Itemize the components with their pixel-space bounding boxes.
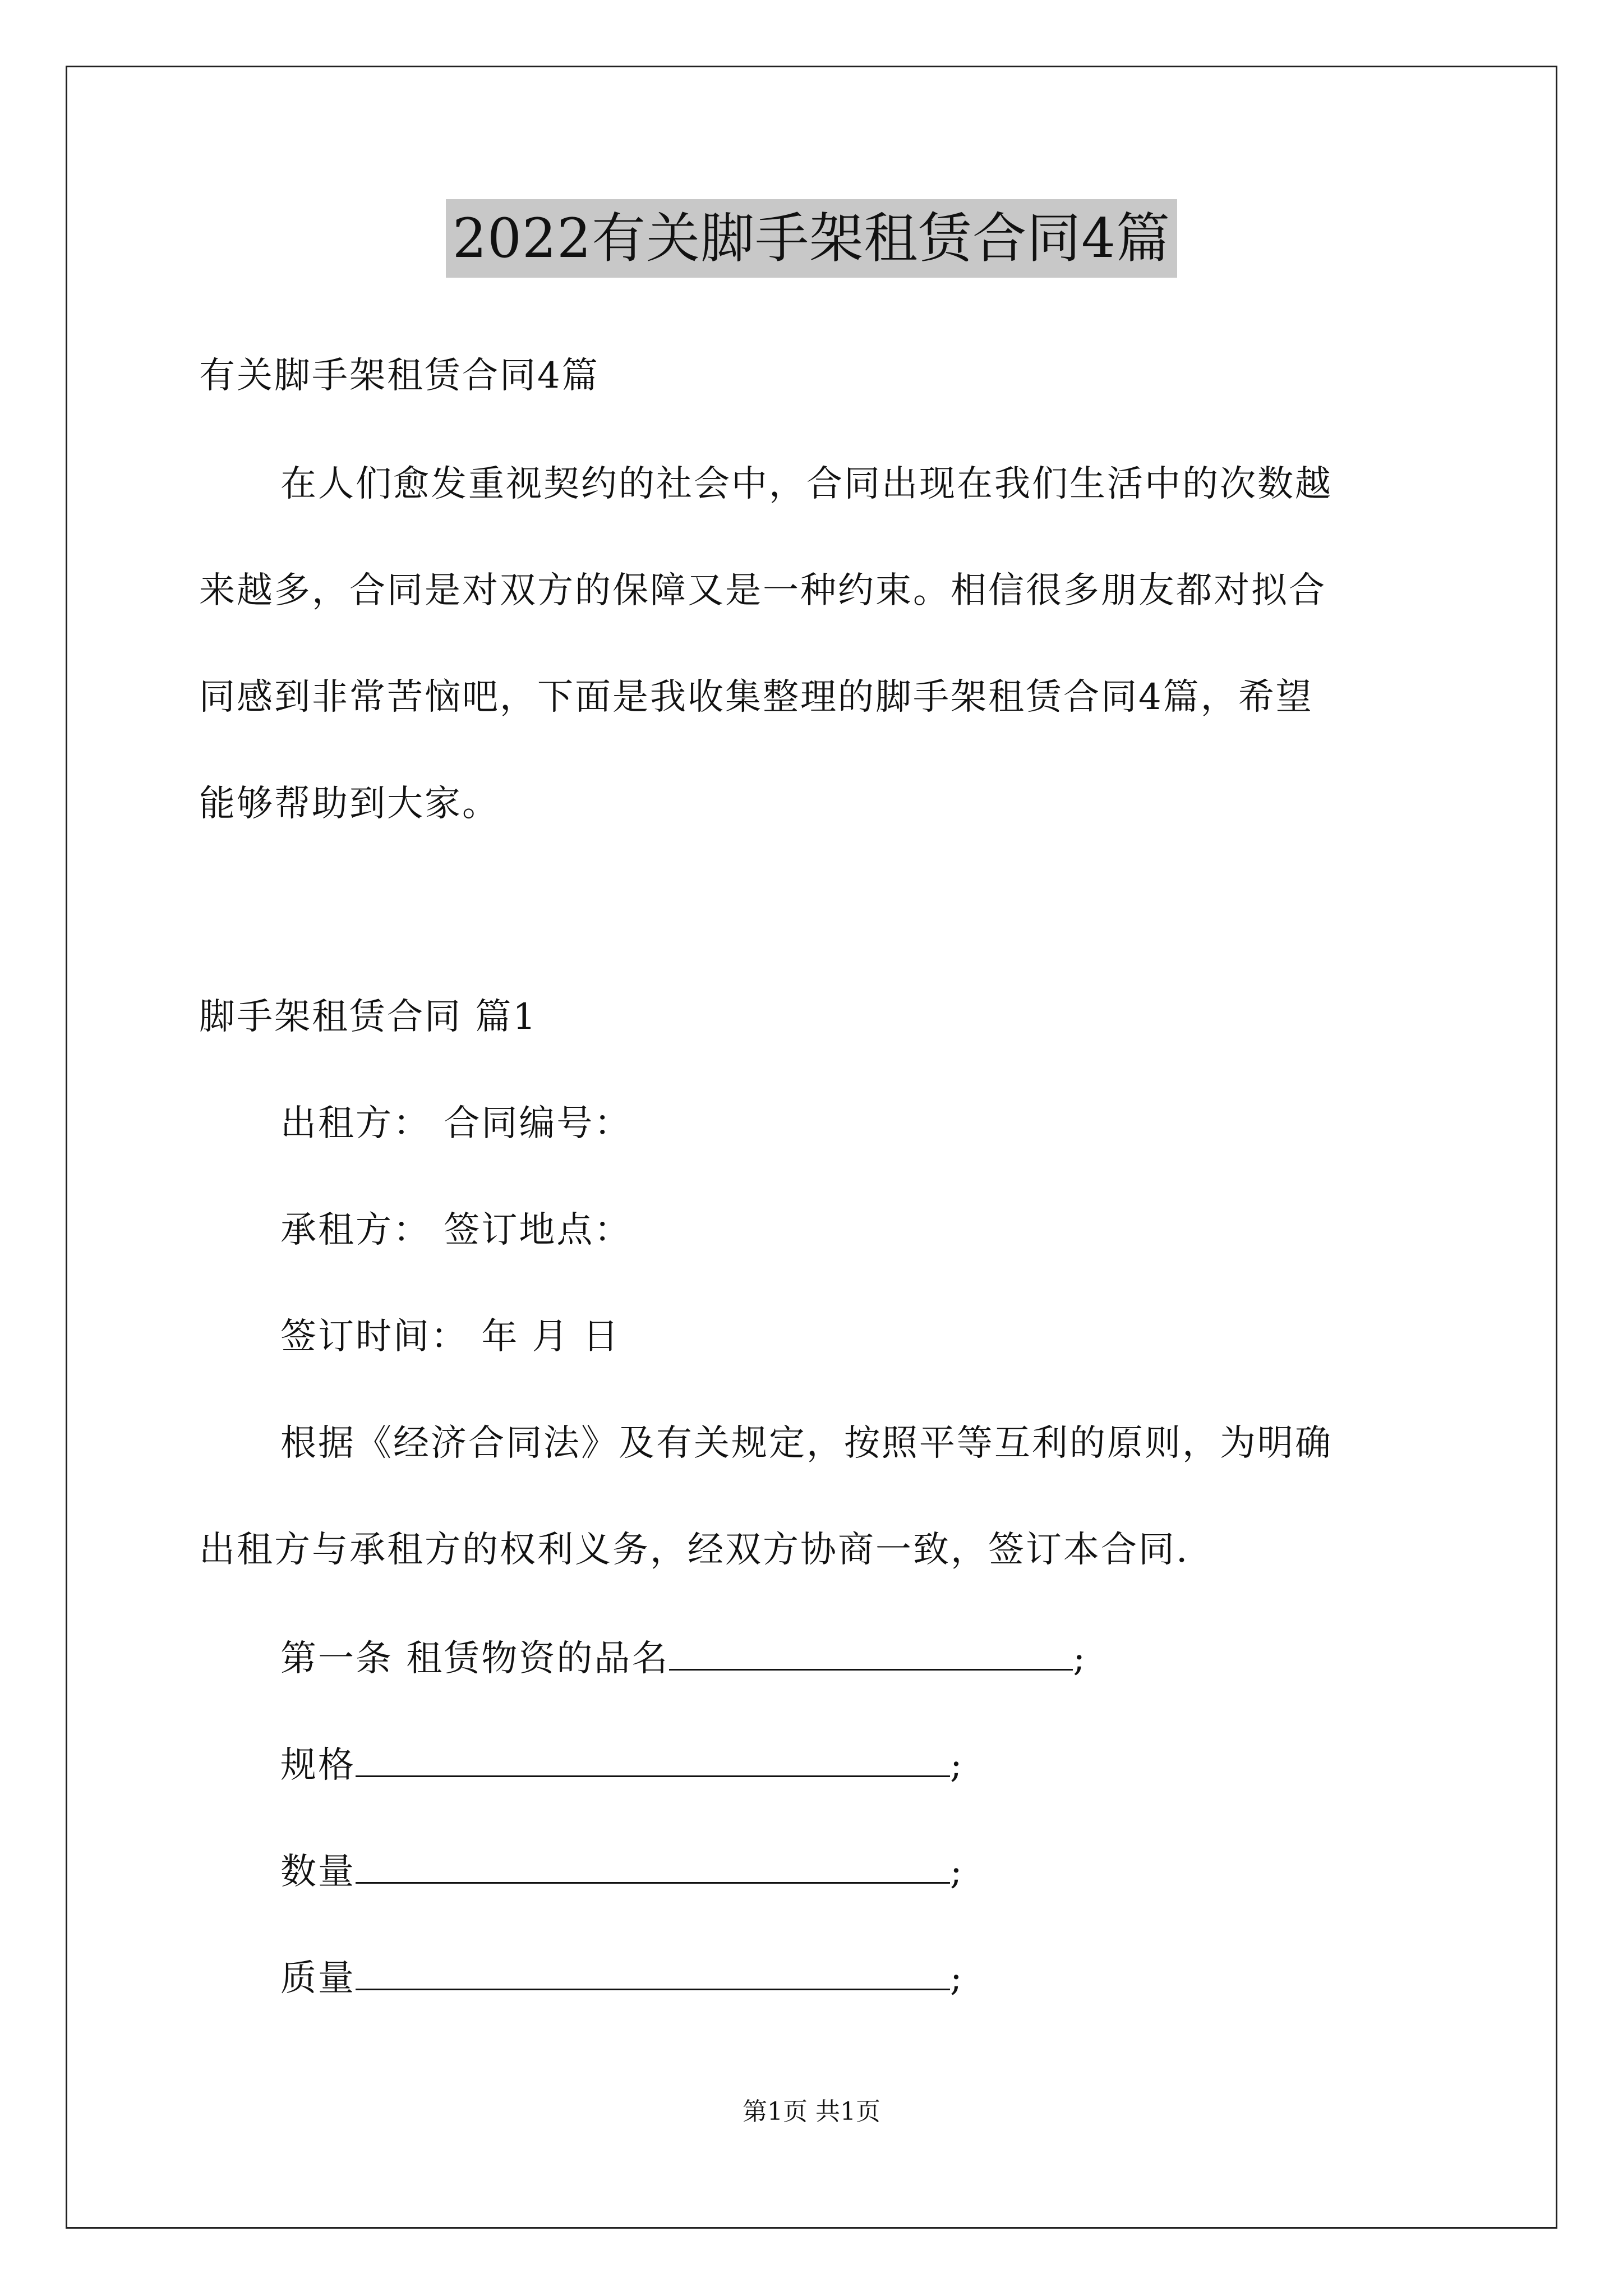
intro-line-4: 能够帮助到大家。 [199,783,500,825]
section-heading: 脚手架租赁合同 篇1 [199,996,538,1038]
quality-label: 质量 [280,1958,356,1999]
lessor-line: 出租方： 合同编号： [280,1103,632,1144]
spec-line [280,1741,964,1788]
article1-blank [669,1634,1073,1671]
basis-line-2: 出租方与承租方的权利义务，经双方协商一致，签订本合同. [199,1529,1189,1571]
page-footer: 第1页 共1页 [743,2097,880,2126]
article1-semicolon: ; [1073,1638,1087,1680]
quantity-line [280,1847,964,1894]
quantity-blank [356,1847,950,1884]
sign-time-line: 签订时间： 年 月 日 [280,1316,621,1358]
subtitle: 有关脚手架租赁合同4篇 [199,355,600,397]
basis-line-1: 根据《经济合同法》及有关规定，按照平等互利的原则，为明确 [280,1423,1332,1464]
quantity-label: 数量 [280,1851,356,1893]
intro-line-1: 在人们愈发重视契约的社会中，合同出现在我们生活中的次数越 [280,463,1332,505]
spec-semicolon: ; [950,1745,964,1786]
quantity-semicolon: ; [950,1851,964,1893]
lessee-line: 承租方： 签订地点： [280,1209,632,1251]
intro-line-3: 同感到非常苦恼吧，下面是我收集整理的脚手架租赁合同4篇，希望 [199,677,1313,718]
quality-blank [356,1954,950,1990]
intro-line-2: 来越多，合同是对双方的保障又是一种约束。相信很多朋友都对拟合 [199,570,1326,611]
quality-line [280,1954,964,2001]
quality-semicolon: ; [950,1958,964,1999]
article1-line [280,1634,1087,1681]
spec-label: 规格 [280,1745,356,1786]
document-title: 2022有关脚手架租赁合同4篇 [446,199,1177,278]
spec-blank [356,1741,950,1777]
article1-label: 第一条 租赁物资的品名 [280,1638,670,1680]
title-wrap [0,199,1623,278]
